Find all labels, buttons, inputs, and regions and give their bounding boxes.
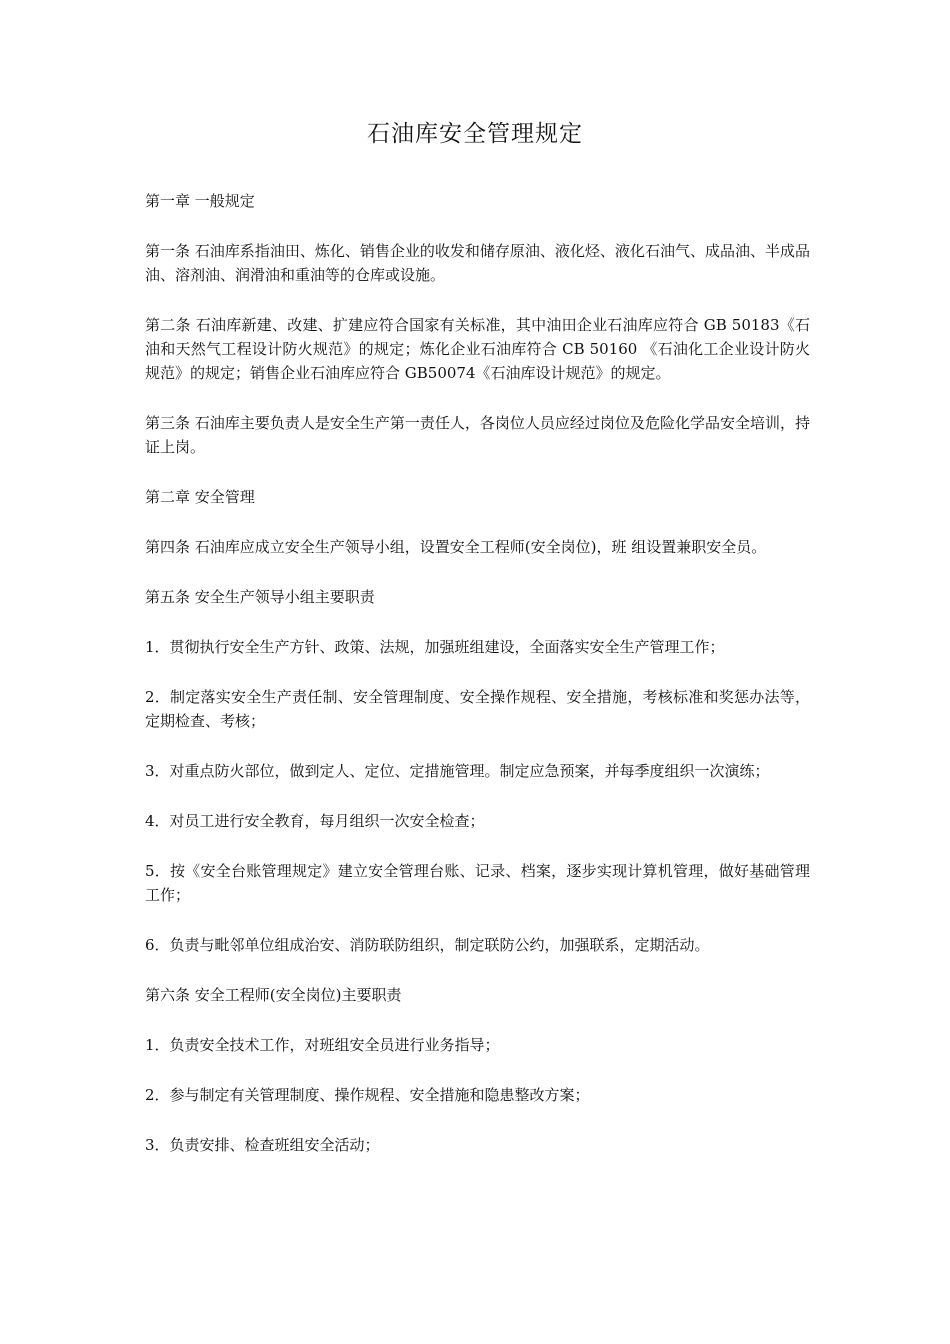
article-paragraph: 第六条 安全工程师(安全岗位)主要职责	[145, 986, 402, 1004]
list-item: 3．对重点防火部位，做到定人、定位、定措施管理。制定应急预案，并每季度组织一次演练；	[145, 762, 770, 780]
list-item: 6．负责与毗邻单位组成治安、消防联防组织，制定联防公约，加强联系，定期活动。	[145, 936, 710, 954]
article-paragraph: 第三条 石油库主要负责人是安全生产第一责任人，各岗位人员应经过岗位及危险化学品安全培训，持证上岗。	[145, 414, 810, 456]
list-item: 4．对员工进行安全教育，每月组织一次安全检查；	[145, 812, 485, 830]
list-item: 1．负责安全技术工作，对班组安全员进行业务指导；	[145, 1036, 500, 1054]
list-item: 1．贯彻执行安全生产方针、政策、法规，加强班组建设，全面落实安全生产管理工作；	[145, 638, 725, 656]
document-body	[145, 189, 810, 1183]
article-paragraph: 第五条 安全生产领导小组主要职责	[145, 588, 375, 606]
chapter-heading: 第二章 安全管理	[145, 488, 255, 506]
article-paragraph: 第二条 石油库新建、改建、扩建应符合国家有关标准，其中油田企业石油库应符合 GB 50183《石油和天然气工程设计防火规范》的规定；炼化企业石油库符合 CB 50160 《石油化工企业设计防火规范》的规定；销售企业石油库应符合 GB50074《石油库设计规范》的规定。	[145, 316, 810, 382]
article-paragraph: 第一条 石油库系指油田、炼化、销售企业的收发和储存原油、液化烃、液化石油气、成品油、半成品油、溶剂油、润滑油和重油等的仓库或设施。	[145, 242, 810, 284]
chapter-heading: 第一章 一般规定	[145, 192, 255, 210]
document-title: 石油库安全管理规定	[367, 121, 583, 147]
list-item: 3．负责安排、检查班组安全活动；	[145, 1136, 380, 1154]
list-item: 5．按《安全台账管理规定》建立安全管理台账、记录、档案，逐步实现计算机管理，做好基础管理工作；	[145, 862, 810, 904]
article-paragraph: 第四条 石油库应成立安全生产领导小组，设置安全工程师(安全岗位)，班 组设置兼职安全员。	[145, 538, 767, 556]
list-item: 2．制定落实安全生产责任制、安全管理制度、安全操作规程、安全措施，考核标准和奖惩办法等，定期检查、考核；	[145, 688, 810, 730]
list-item: 2．参与制定有关管理制度、操作规程、安全措施和隐患整改方案；	[145, 1086, 590, 1104]
